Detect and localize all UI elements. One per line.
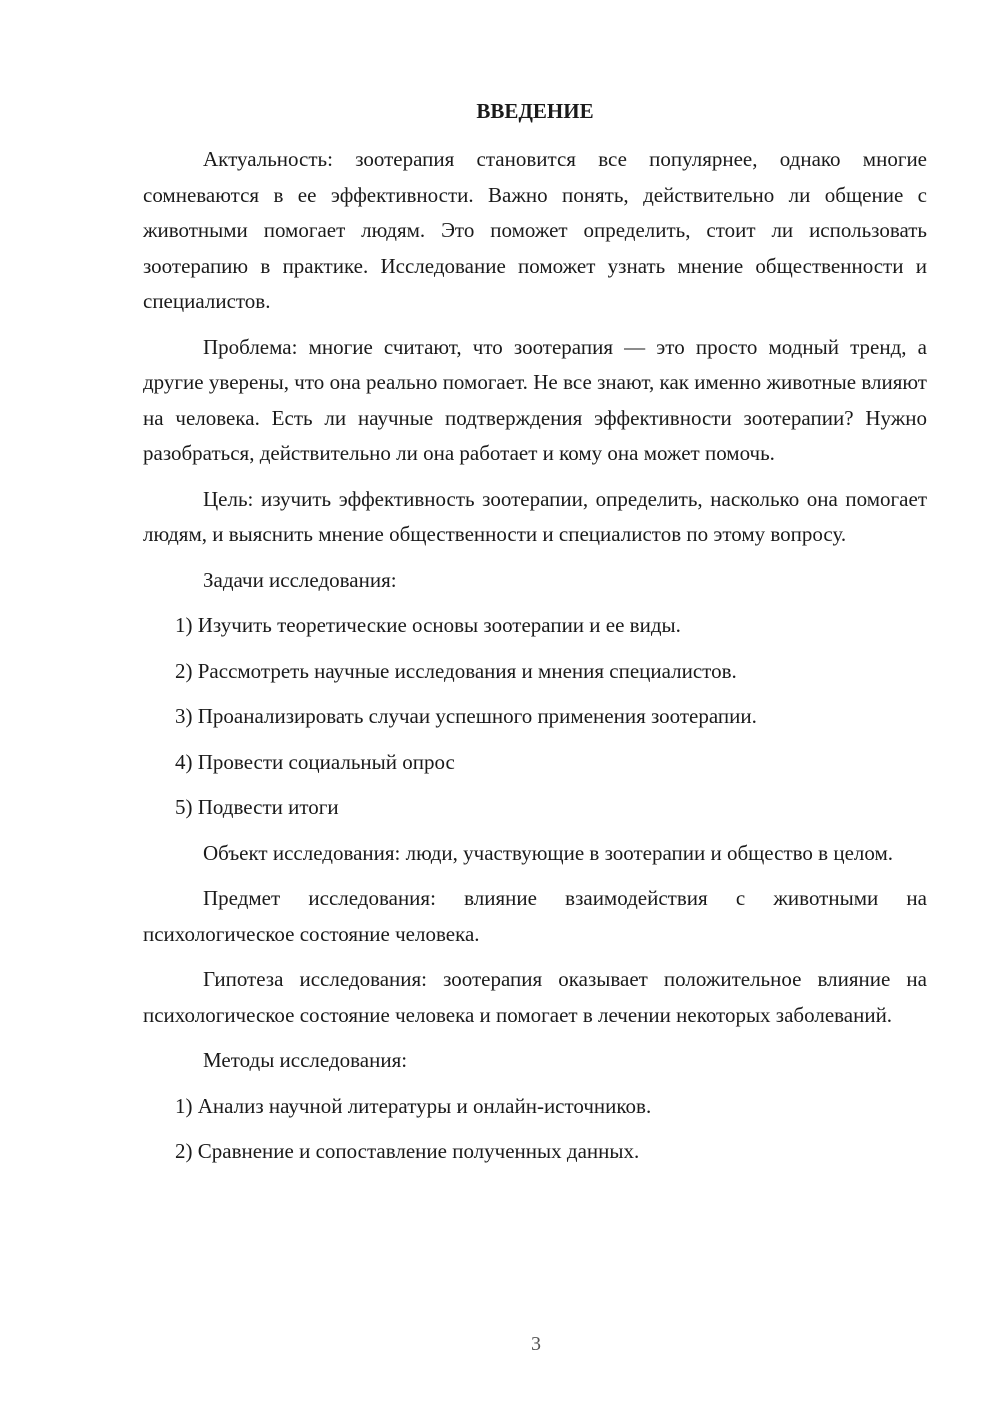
task-item-2: 2) Рассмотреть научные исследования и мнения специалистов. bbox=[175, 658, 737, 683]
page-title: ВВЕДЕНИЕ bbox=[476, 99, 594, 123]
task-item-3: 3) Проанализировать случаи успешного применения зоотерапии. bbox=[175, 704, 757, 728]
page-content bbox=[143, 95, 927, 1180]
hypothesis-paragraph: Гипотеза исследования: зоотерапия оказывает положительное влияние на психологическое состояние человека и помогает в лечении некоторых заболеваний. bbox=[143, 967, 927, 1027]
method-item-2: 2) Сравнение и сопоставление полученных данных. bbox=[175, 1139, 640, 1163]
task-item-1: 1) Изучить теоретические основы зоотерапии и ее виды. bbox=[175, 613, 681, 637]
goal-paragraph: Цель: изучить эффективность зоотерапии, определить, насколько она помогает людям, и выяснить мнение общественности и специалистов по этому вопросу. bbox=[143, 486, 927, 546]
object-paragraph: Объект исследования: люди, участвующие в зоотерапии и общество в целом. bbox=[203, 840, 894, 865]
task-item-5: 5) Подвести итоги bbox=[175, 795, 339, 819]
task-item-4: 4) Провести социальный опрос bbox=[175, 749, 455, 774]
method-item-1: 1) Анализ научной литературы и онлайн-источников. bbox=[175, 1093, 652, 1118]
methods-label: Методы исследования: bbox=[203, 1048, 408, 1072]
problem-paragraph: Проблема: многие считают, что зоотерапия — это просто модный тренд, а другие уверены, что она реально помогает. Не все знают, как именно животные влияют на человека. Есть ли научные подтверждения эффективности зоотерапии? Нужно разобраться, действительно ли она работает и кому она может помочь. bbox=[143, 334, 927, 465]
page-number: 3 bbox=[531, 1333, 541, 1355]
subject-paragraph: Предмет исследования: влияние взаимодействия с животными на психологическое состояние человека. bbox=[143, 886, 927, 946]
relevance-paragraph: Актуальность: зоотерапия становится все популярнее, однако многие сомневаются в ее эффективности. Важно понять, действительно ли общение с животными помогает людям. Это поможет определить, стоит ли использовать зоотерапию в практике. Исследование поможет узнать мнение общественности и специалистов. bbox=[143, 147, 927, 313]
tasks-label: Задачи исследования: bbox=[203, 567, 397, 592]
